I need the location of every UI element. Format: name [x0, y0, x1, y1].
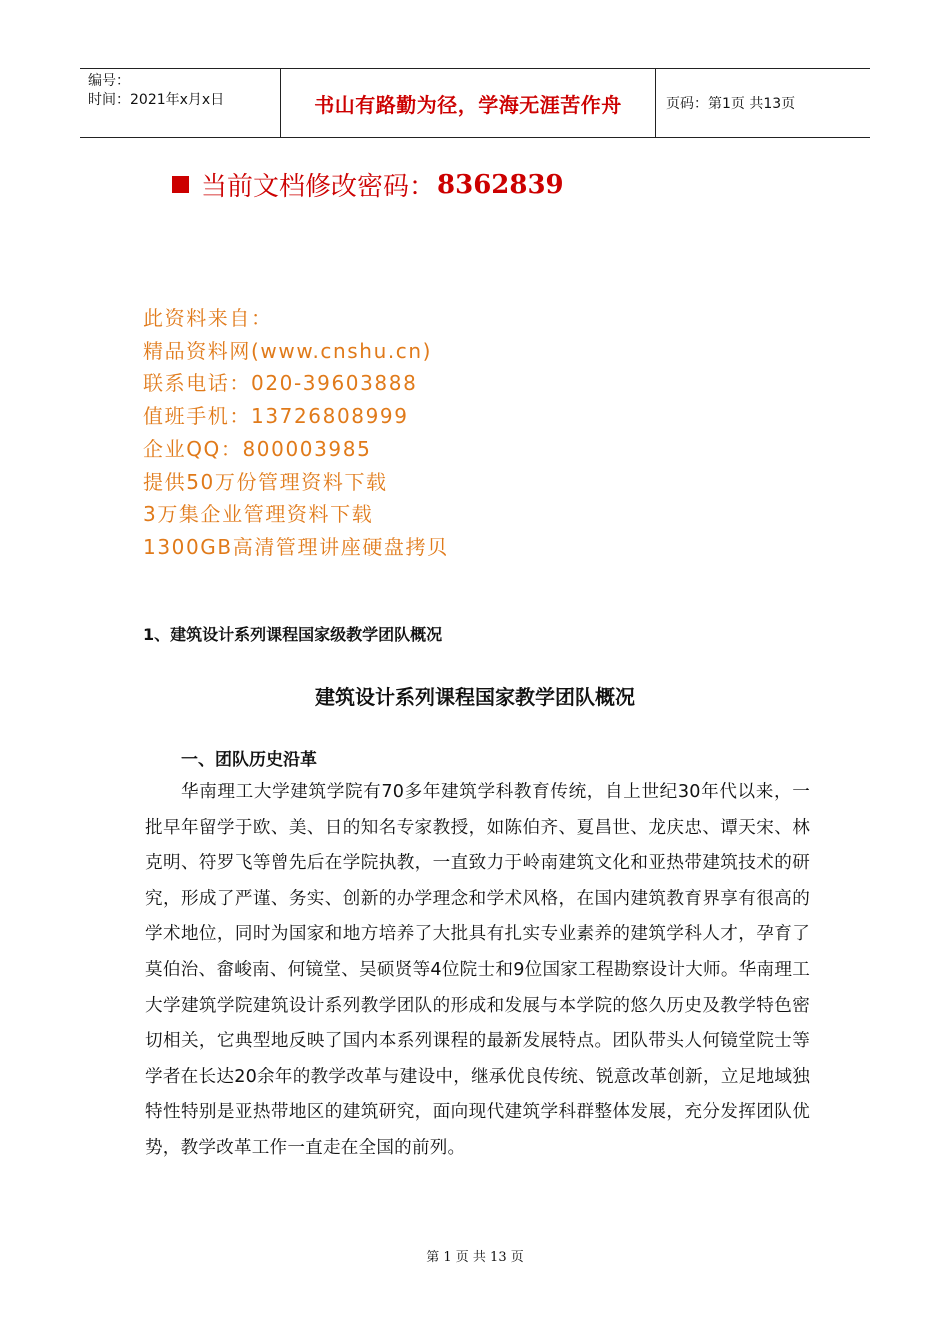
sub-heading: 一、团队历史沿革: [181, 750, 317, 770]
page-header: [80, 68, 870, 138]
password-notice: [172, 166, 564, 203]
password-label: 当前文档修改密码：: [201, 172, 436, 202]
source-line: 此资料来自：: [143, 306, 273, 330]
header-time-label: 时间：2021年x月x日: [88, 92, 225, 108]
header-motto: 书山有路勤为径，学海无涯苦作舟: [314, 92, 622, 117]
source-info: [143, 302, 449, 564]
source-line: 精品资料网(www.cnshu.cn): [143, 338, 433, 363]
source-line: 联系电话：020-39603888: [143, 371, 418, 396]
header-motto-cell: [281, 69, 656, 137]
source-line: 企业QQ：800003985: [143, 436, 372, 461]
source-line: 提供50万份管理资料下载: [143, 469, 388, 494]
section-heading: 1、建筑设计系列课程国家级教学团队概况: [143, 625, 443, 644]
page-footer: 第 1 页 共 13 页: [426, 1250, 524, 1265]
document-title: 建筑设计系列课程国家教学团队概况: [315, 685, 635, 709]
source-line: 值班手机：13726808999: [143, 404, 409, 429]
header-page-info: 页码：第1页 共13页: [666, 96, 796, 112]
header-number-label: 编号：: [88, 73, 130, 89]
source-line: 3万集企业管理资料下载: [143, 502, 374, 527]
header-meta: [80, 69, 281, 137]
body-paragraph: 华南理工大学建筑学院有70多年建筑学科教育传统，自上世纪30年代以来，一批早年留学于欧、美、日的知名专家教授，如陈伯齐、夏昌世、龙庆忠、谭天宋、林克明、符罗飞等曾先后在学院执教，一直致力于岭南建筑文化和亚热带建筑技术的研究，形成了严谨、务实、创新的办学理念和学术风格，在国内建筑教育界享有很高的学术地位，同时为国家和地方培养了大批具有扎实专业素养的建筑学科人才，孕育了莫伯治、畲峻南、何镜堂、吴硕贤等4位院士和9位国家工程勘察设计大师。华南理工大学建筑学院建筑设计系列教学团队的形成和发展与本学院的悠久历史及教学特色密切相关，它典型地反映了国内本系列课程的最新发展特点。团队带头人何镜堂院士等学者在长达20余年的教学改革与建设中，继承优良传统、锐意改革创新，立足地域独特性特别是亚热带地区的建筑研究，面向现代建筑学科群整体发展，充分发挥团队优势，教学改革工作一直走在全国的前列。: [145, 782, 810, 1158]
source-line: 1300GB高清管理讲座硬盘拷贝: [143, 534, 449, 559]
bullet-square-icon: [172, 176, 189, 193]
password-code: 8362839: [437, 169, 564, 200]
